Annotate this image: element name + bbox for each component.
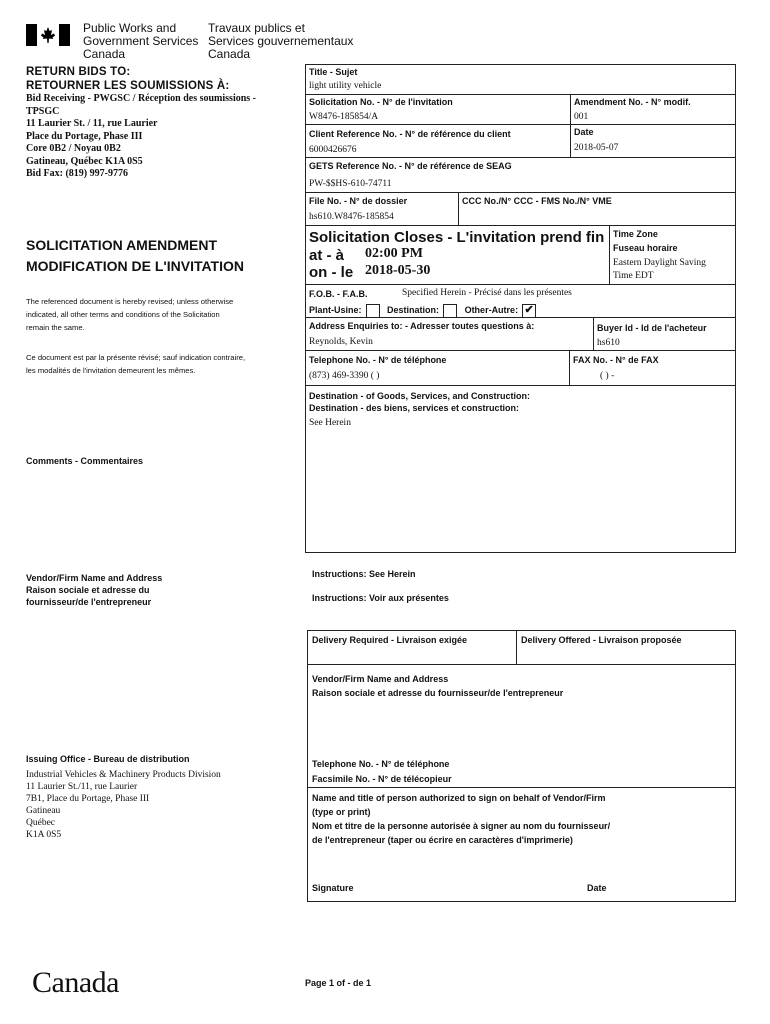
destination-label: Destination: — [387, 305, 440, 315]
signature-label: Signature — [312, 883, 354, 893]
destination-goods-label: Destination - of Goods, Services, and Construction: — [309, 391, 531, 401]
closes-on-label: on - le — [309, 264, 354, 281]
dept-fr-line: Travaux publics et — [208, 21, 305, 35]
department-name-fr — [208, 22, 353, 61]
destination-checkbox[interactable] — [443, 304, 457, 318]
amendment-text-line: The referenced document is hereby revised; unless otherwise — [26, 297, 234, 306]
destination-value: See Herein — [309, 418, 351, 428]
fob-label: F.O.B. - F.A.B. — [309, 289, 368, 299]
divider — [305, 284, 736, 285]
title-label: Title - Sujet — [309, 67, 358, 77]
amendment-title-en: SOLICITATION AMENDMENT — [26, 237, 218, 253]
issuing-line: K1A 0S5 — [26, 830, 62, 840]
divider — [569, 350, 570, 385]
return-address-line: 11 Laurier St. / 11, rue Laurier — [26, 118, 158, 129]
gets-reference-label: GETS Reference No. - N° de référence de SEAG — [309, 161, 512, 171]
divider — [305, 94, 736, 95]
bid-fax-line: Bid Fax: (819) 997-9776 — [26, 168, 128, 179]
fuseau-horaire-label: Fuseau horaire — [613, 243, 678, 253]
divider — [307, 787, 736, 788]
vendor-name-label: Vendor/Firm Name and Address — [312, 674, 449, 684]
canada-wordmark: Canada — [32, 966, 119, 999]
amendment-text-en — [26, 295, 296, 334]
delivery-offered-label: Delivery Offered - Livraison proposée — [521, 635, 682, 645]
destination-biens-label: Destination - des biens, services et construction: — [309, 403, 520, 413]
divider — [593, 317, 594, 350]
divider — [458, 192, 459, 225]
dept-fr-line: Canada — [208, 47, 251, 61]
return-bids-title-en: RETURN BIDS TO: — [26, 66, 131, 78]
department-name-en — [83, 22, 198, 61]
vendor-telephone-label: Telephone No. - N° de téléphone — [312, 759, 450, 769]
solicitation-number-value: W8476-185854/A — [309, 112, 379, 122]
return-bids-title-fr: RETOURNER LES SOUMISSIONS À: — [26, 80, 230, 92]
delivery-required-label: Delivery Required - Livraison exigée — [312, 635, 468, 645]
plant-usine-checkbox[interactable] — [366, 304, 380, 318]
vendor-facsimile-label: Facsimile No. - N° de télécopieur — [312, 774, 452, 784]
divider — [305, 157, 736, 158]
divider — [570, 94, 571, 157]
date-value: 2018-05-07 — [574, 143, 619, 153]
fob-options — [309, 303, 536, 318]
authorized-line: Name and title of person authorized to sign on behalf of Vendor/Firm — [312, 793, 606, 803]
time-zone-label: Time Zone — [613, 229, 658, 239]
amendment-number-label: Amendment No. - N° modif. — [574, 97, 691, 107]
divider — [307, 664, 736, 665]
dept-en-line: Public Works and — [83, 21, 177, 35]
telephone-value: (873) 469-3390 ( ) — [309, 371, 380, 381]
authorized-line: de l'entrepreneur (taper ou écrire en caractères d'imprimerie) — [312, 835, 573, 845]
issuing-line: Industrial Vehicles & Machinery Products Division — [26, 770, 221, 780]
issuing-office-block — [26, 754, 301, 841]
issuing-line: Gatineau — [26, 806, 61, 816]
divider — [305, 385, 736, 386]
enquiries-value: Reynolds, Kevin — [309, 337, 373, 347]
issuing-office-label: Issuing Office - Bureau de distribution — [26, 754, 190, 764]
closes-at-label: at - à — [309, 247, 345, 264]
solicitation-number-label: Solicitation No. - N° de l'invitation — [309, 97, 453, 107]
file-number-value: hs610.W8476-185854 — [309, 212, 394, 222]
title-value: light utility vehicle — [309, 81, 382, 91]
divider — [305, 225, 736, 226]
return-address-line: Place du Portage, Phase III — [26, 130, 143, 142]
fax-value: ( ) - — [600, 371, 615, 381]
fax-label: FAX No. - N° de FAX — [573, 355, 659, 365]
vendor-label-line: Vendor/Firm Name and Address — [26, 573, 163, 583]
dept-fr-line: Services gouvernementaux — [208, 34, 354, 48]
amendment-text-line: Ce document est par la présente révisé; sauf indication contraire, — [26, 353, 246, 362]
divider — [516, 630, 517, 664]
vendor-label-line: Raison sociale et adresse du — [26, 585, 150, 595]
authorized-line: (type or print) — [312, 807, 371, 817]
client-reference-value: 6000426676 — [309, 145, 357, 155]
amendment-title-fr: MODIFICATION DE L'INVITATION — [26, 258, 244, 274]
telephone-label: Telephone No. - N° de téléphone — [309, 355, 447, 365]
plant-usine-label: Plant-Usine: — [309, 305, 362, 315]
issuing-line: 11 Laurier St./11, rue Laurier — [26, 782, 138, 792]
other-autre-checkbox[interactable]: ✔ — [522, 304, 536, 318]
amendment-number-value: 001 — [574, 112, 589, 122]
divider — [305, 350, 736, 351]
return-address-line: Gatineau, Québec K1A 0S5 — [26, 155, 143, 167]
return-address-line: Bid Receiving - PWGSC / Réception des soumissions - — [26, 93, 257, 104]
fob-value: Specified Herein - Précisé dans les présentes — [402, 288, 572, 298]
buyer-id-value: hs610 — [597, 338, 620, 348]
closes-on-value: 2018-05-30 — [365, 263, 431, 278]
file-number-label: File No. - N° de dossier — [309, 196, 408, 206]
buyer-id-label: Buyer Id - Id de l'acheteur — [597, 323, 707, 333]
signature-date-label: Date — [587, 883, 607, 893]
amendment-title-block — [26, 235, 244, 277]
vendor-address-label-left — [26, 572, 162, 608]
date-label: Date — [574, 127, 594, 137]
divider — [305, 192, 736, 193]
solicitation-closes-heading: Solicitation Closes - L'invitation prend fin — [309, 229, 605, 246]
canada-flag-icon — [26, 24, 70, 46]
instructions-fr: Instructions: Voir aux présentes — [312, 593, 449, 603]
dept-en-line: Government Services — [83, 34, 199, 48]
return-address-line: Core 0B2 / Noyau 0B2 — [26, 143, 121, 154]
gets-reference-value: PW-$$HS-610-74711 — [309, 179, 392, 189]
return-address-line: TPSGC — [26, 105, 60, 117]
client-reference-label: Client Reference No. - N° de référence du client — [309, 129, 511, 139]
time-zone-value: Time EDT — [613, 271, 654, 281]
other-autre-label: Other-Autre: — [464, 305, 519, 315]
return-bids-block — [26, 65, 301, 181]
divider — [609, 225, 610, 284]
page-number: Page 1 of - de 1 — [305, 978, 372, 988]
vendor-label-line: fournisseur/de l'entrepreneur — [26, 597, 152, 607]
comments-label: Comments - Commentaires — [26, 456, 144, 466]
issuing-line: Québec — [26, 818, 56, 828]
dept-en-line: Canada — [83, 47, 126, 61]
enquiries-label: Address Enquiries to: - Adresser toutes questions à: — [309, 321, 535, 331]
amendment-text-line: les modalités de l'invitation demeurent les mêmes. — [26, 366, 196, 375]
closes-at-value: 02:00 PM — [365, 246, 423, 261]
ccc-number-label: CCC No./N° CCC - FMS No./N° VME — [462, 196, 612, 206]
amendment-text-fr — [26, 351, 296, 377]
issuing-line: 7B1, Place du Portage, Phase III — [26, 794, 150, 804]
authorized-person-label — [312, 791, 610, 847]
instructions-en: Instructions: See Herein — [312, 569, 416, 579]
amendment-text-line: indicated, all other terms and conditions of the Solicitation — [26, 310, 220, 319]
authorized-line: Nom et titre de la personne autorisée à signer au nom du fournisseur/ — [312, 821, 611, 831]
vendor-raison-label: Raison sociale et adresse du fournisseur/de l'entrepreneur — [312, 688, 564, 698]
divider — [305, 124, 736, 125]
amendment-text-line: remain the same. — [26, 323, 85, 332]
time-zone-value: Eastern Daylight Saving — [613, 258, 706, 268]
